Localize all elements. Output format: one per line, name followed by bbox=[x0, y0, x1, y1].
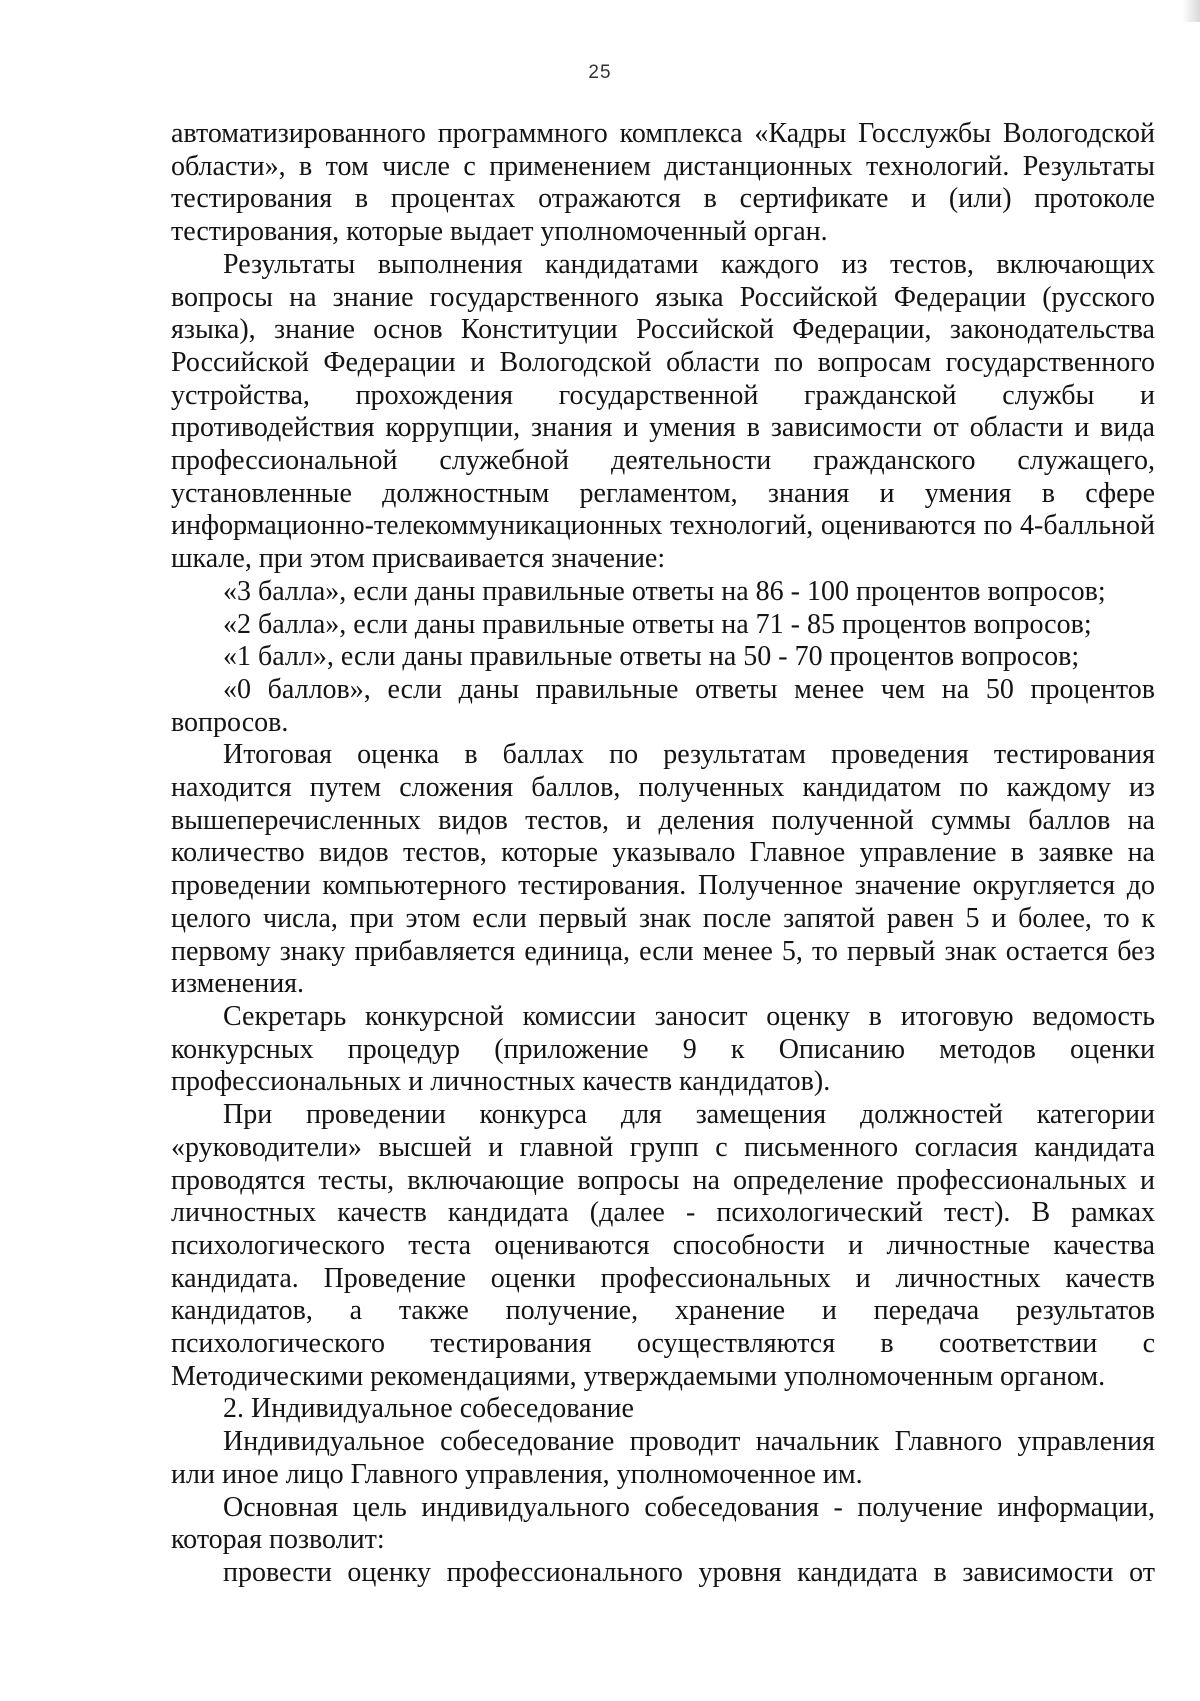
paragraph-score-1: «1 балл», если даны правильные ответы на 50 - 70 процентов вопросов; bbox=[223, 641, 1080, 673]
paragraph-score-3: «3 балла», если даны правильные ответы на 86 - 100 процентов вопросов; bbox=[223, 575, 1106, 607]
paragraph-secretary: Секретарь конкурсной комиссии заносит оценку в итоговую ведомость конкурсных процедур (приложение 9 к Описанию методов оценки профессиональных и личностных качеств кандидатов). bbox=[171, 1000, 1155, 1098]
paragraph-interview-conductor: Индивидуальное собеседование проводит начальник Главного управления или иное лицо Главного управления, уполномоченное им. bbox=[171, 1426, 1155, 1490]
paragraph-score-0: «0 баллов», если даны правильные ответы менее чем на 50 процентов вопросов. bbox=[171, 673, 1155, 738]
paragraph-interview-assessment: провести оценку профессионального уровня кандидата в зависимости от bbox=[223, 1556, 1155, 1588]
paragraph-interview-goal: Основная цель индивидуального собеседования - получение информации, которая позволит: bbox=[171, 1491, 1155, 1556]
section-heading-interview: 2. Индивидуальное собеседование bbox=[223, 1393, 634, 1425]
paragraph-score-2: «2 балла», если даны правильные ответы на 71 - 85 процентов вопросов; bbox=[223, 608, 1092, 640]
document-body bbox=[171, 118, 1155, 1590]
paragraph-psychological-test: При проведении конкурса для замещения должностей категории «руководители» высшей и главной групп с письменного согласия кандидата проводятся тесты, включающие вопросы на определение профессиональных и личностных качеств кандидата (далее - психологический тест). В рамках психологического теста оцениваются способности и личностные качества кандидата. Проведение оценки профессиональных и личностных качеств кандидатов, а также получение, хранение и передача результатов психологического тестирования осуществляются в соответствии с Методическими рекомендациями, утверждаемыми уполномоченным органом. bbox=[171, 1099, 1155, 1392]
paragraph-final-score: Итоговая оценка в баллах по результатам проведения тестирования находится путем сложения баллов, полученных кандидатом по каждому из вышеперечисленных видов тестов, и деления полученной суммы баллов на количество видов тестов, которые указывало Главное управление в заявке на проведении компьютерного тестирования. Полученное значение округляется до целого числа, при этом если первый знак после запятой равен 5 и более, то к первому знаку прибавляется единица, если менее 5, то первый знак остается без изменения. bbox=[171, 739, 1155, 1000]
paragraph-test-results-scale: Результаты выполнения кандидатами каждого из тестов, включающих вопросы на знание государственного языка Российской Федерации (русского языка), знание основ Конституции Российской Федерации, законодательства Российской Федерации и Вологодской области по вопросам государственного устройства, прохождения государственной гражданской службы и противодействия коррупции, знания и умения в зависимости от области и вида профессиональной служебной деятельности гражданского служащего, установленные должностным регламентом, знания и умения в сфере информационно-телекоммуникационных технологий, оцениваются по 4-балльной шкале, при этом присваивается значение: bbox=[171, 248, 1155, 575]
page-number: 25 bbox=[588, 62, 612, 83]
scan-edge-mark bbox=[1182, 0, 1200, 22]
paragraph-test-system: автоматизированного программного комплекса «Кадры Госслужбы Вологодской области», в том числе с применением дистанционных технологий. Результаты тестирования в процентах отражаются в сертификате и (или) протоколе тестирования, которые выдает уполномоченный орган. bbox=[171, 118, 1155, 248]
